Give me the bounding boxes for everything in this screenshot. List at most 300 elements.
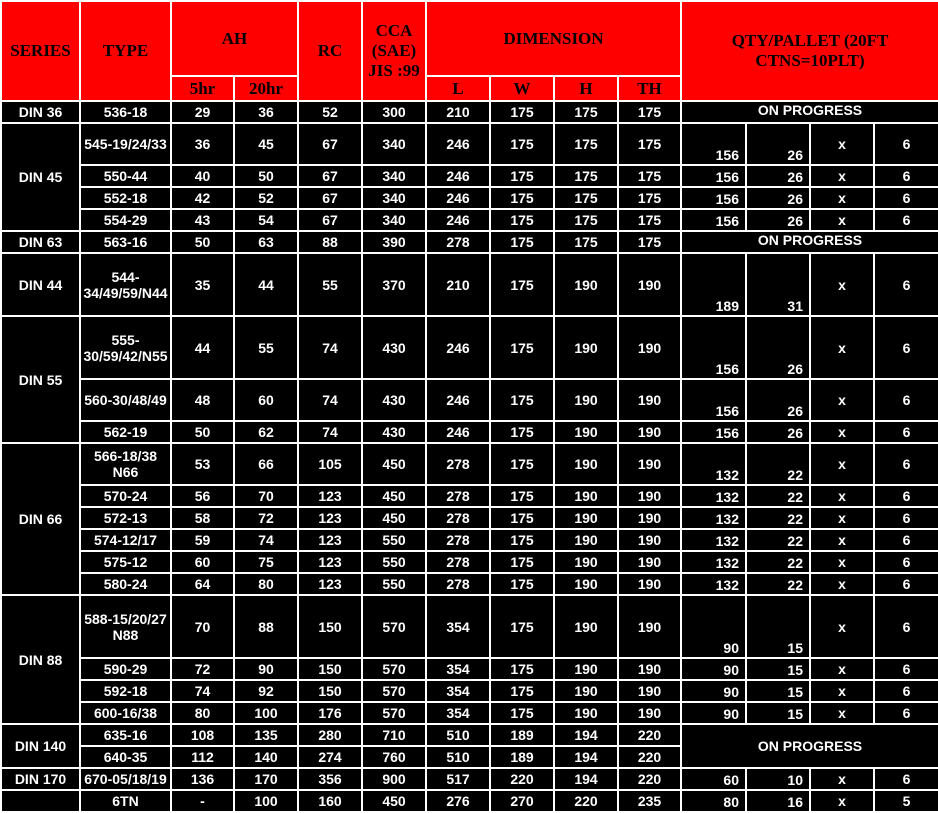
dim-l-cell: 278	[426, 443, 490, 485]
rc-cell: 67	[298, 209, 362, 231]
ah-5hr-cell: 72	[171, 658, 234, 680]
cca-cell: 570	[362, 595, 426, 658]
dim-h-cell: 175	[554, 123, 618, 165]
dim-w-cell: 175	[490, 165, 554, 187]
header-dim-h: H	[554, 76, 618, 101]
header-dim-l: L	[426, 76, 490, 101]
dim-h-cell: 190	[554, 253, 618, 316]
dim-w-cell: 175	[490, 421, 554, 443]
rc-cell: 123	[298, 529, 362, 551]
qty-plt-cell: 6	[874, 379, 938, 421]
dim-h-cell: 190	[554, 573, 618, 595]
qty-plt-cell: 6	[874, 702, 938, 724]
qty-plt-cell: 5	[874, 790, 938, 812]
dim-th-cell: 190	[618, 680, 681, 702]
ah-20hr-cell: 66	[234, 443, 298, 485]
qty-ctns-cell: 22	[746, 507, 810, 529]
dim-w-cell: 175	[490, 507, 554, 529]
header-ah-5hr: 5hr	[171, 76, 234, 101]
dim-th-cell: 220	[618, 724, 681, 746]
cca-cell: 450	[362, 485, 426, 507]
cca-cell: 550	[362, 573, 426, 595]
type-cell: 590-29	[80, 658, 171, 680]
rc-cell: 67	[298, 187, 362, 209]
dim-l-cell: 278	[426, 551, 490, 573]
dim-l-cell: 354	[426, 595, 490, 658]
ah-20hr-cell: 63	[234, 231, 298, 253]
header-ah: AH	[171, 1, 298, 76]
type-cell: 600-16/38	[80, 702, 171, 724]
qty-ctns-cell: 31	[746, 253, 810, 316]
dim-l-cell: 278	[426, 485, 490, 507]
dim-w-cell: 175	[490, 529, 554, 551]
table-row	[1, 316, 938, 379]
qty-pallet-cell: 156	[681, 379, 746, 421]
qty-x-cell: x	[810, 529, 874, 551]
qty-x-cell: x	[810, 165, 874, 187]
qty-status-cell: ON PROGRESS	[681, 101, 938, 123]
ah-5hr-cell: 42	[171, 187, 234, 209]
qty-pallet-cell: 189	[681, 253, 746, 316]
ah-5hr-cell: 136	[171, 768, 234, 790]
qty-x-cell: x	[810, 253, 874, 316]
dim-th-cell: 175	[618, 231, 681, 253]
ah-5hr-cell: 53	[171, 443, 234, 485]
ah-20hr-cell: 70	[234, 485, 298, 507]
cca-cell: 570	[362, 680, 426, 702]
table-row	[1, 209, 938, 231]
table-row	[1, 680, 938, 702]
ah-20hr-cell: 36	[234, 101, 298, 123]
rc-cell: 88	[298, 231, 362, 253]
dim-w-cell: 175	[490, 316, 554, 379]
qty-ctns-cell: 22	[746, 573, 810, 595]
rc-cell: 280	[298, 724, 362, 746]
ah-5hr-cell: 40	[171, 165, 234, 187]
dim-l-cell: 278	[426, 507, 490, 529]
qty-pallet-cell: 90	[681, 658, 746, 680]
table-row	[1, 529, 938, 551]
qty-x-cell: x	[810, 680, 874, 702]
dim-w-cell: 175	[490, 101, 554, 123]
ah-5hr-cell: 60	[171, 551, 234, 573]
ah-5hr-cell: 43	[171, 209, 234, 231]
table-row	[1, 724, 938, 746]
cca-cell: 900	[362, 768, 426, 790]
ah-20hr-cell: 135	[234, 724, 298, 746]
table-row	[1, 231, 938, 253]
dim-l-cell: 246	[426, 187, 490, 209]
qty-plt-cell: 6	[874, 507, 938, 529]
dim-th-cell: 235	[618, 790, 681, 812]
qty-pallet-cell: 60	[681, 768, 746, 790]
dim-th-cell: 190	[618, 379, 681, 421]
type-cell: 562-19	[80, 421, 171, 443]
qty-ctns-cell: 15	[746, 658, 810, 680]
table-row	[1, 658, 938, 680]
qty-x-cell: x	[810, 702, 874, 724]
type-cell: 6TN	[80, 790, 171, 812]
qty-ctns-cell: 26	[746, 209, 810, 231]
dim-l-cell: 354	[426, 702, 490, 724]
qty-plt-cell: 6	[874, 658, 938, 680]
qty-plt-cell: 6	[874, 443, 938, 485]
table-row	[1, 790, 938, 812]
table-row	[1, 379, 938, 421]
qty-pallet-cell: 90	[681, 680, 746, 702]
dim-h-cell: 190	[554, 702, 618, 724]
header-dimension: DIMENSION	[426, 1, 681, 76]
cca-cell: 300	[362, 101, 426, 123]
qty-x-cell: x	[810, 123, 874, 165]
table-row	[1, 101, 938, 123]
dim-l-cell: 517	[426, 768, 490, 790]
dim-w-cell: 189	[490, 724, 554, 746]
qty-ctns-cell: 26	[746, 123, 810, 165]
rc-cell: 74	[298, 421, 362, 443]
type-cell: 554-29	[80, 209, 171, 231]
ah-20hr-cell: 100	[234, 790, 298, 812]
qty-x-cell: x	[810, 507, 874, 529]
series-cell: DIN 44	[1, 253, 80, 316]
rc-cell: 74	[298, 379, 362, 421]
type-cell: 574-12/17	[80, 529, 171, 551]
ah-20hr-cell: 54	[234, 209, 298, 231]
ah-5hr-cell: 44	[171, 316, 234, 379]
cca-cell: 340	[362, 187, 426, 209]
ah-20hr-cell: 60	[234, 379, 298, 421]
qty-ctns-cell: 22	[746, 551, 810, 573]
ah-20hr-cell: 80	[234, 573, 298, 595]
series-cell: DIN 170	[1, 768, 80, 790]
dim-h-cell: 220	[554, 790, 618, 812]
qty-pallet-cell: 80	[681, 790, 746, 812]
qty-plt-cell: 6	[874, 421, 938, 443]
type-cell: 545-19/24/33	[80, 123, 171, 165]
dim-th-cell: 190	[618, 507, 681, 529]
dim-w-cell: 175	[490, 680, 554, 702]
type-cell: 572-13	[80, 507, 171, 529]
header-ah-20hr: 20hr	[234, 76, 298, 101]
ah-5hr-cell: -	[171, 790, 234, 812]
dim-h-cell: 175	[554, 101, 618, 123]
cca-cell: 570	[362, 658, 426, 680]
dim-l-cell: 354	[426, 658, 490, 680]
dim-l-cell: 510	[426, 724, 490, 746]
dim-w-cell: 175	[490, 595, 554, 658]
table-row	[1, 485, 938, 507]
dim-l-cell: 276	[426, 790, 490, 812]
qty-plt-cell: 6	[874, 768, 938, 790]
table-row	[1, 768, 938, 790]
qty-ctns-cell: 15	[746, 595, 810, 658]
qty-plt-cell: 6	[874, 595, 938, 658]
qty-x-cell: x	[810, 316, 874, 379]
dim-h-cell: 190	[554, 316, 618, 379]
series-cell: DIN 63	[1, 231, 80, 253]
qty-status-cell: ON PROGRESS	[681, 724, 938, 768]
dim-th-cell: 190	[618, 316, 681, 379]
dim-th-cell: 175	[618, 165, 681, 187]
series-cell	[1, 790, 80, 812]
type-cell: 588-15/20/27 N88	[80, 595, 171, 658]
dim-h-cell: 175	[554, 165, 618, 187]
rc-cell: 274	[298, 746, 362, 768]
dim-h-cell: 190	[554, 485, 618, 507]
type-cell: 592-18	[80, 680, 171, 702]
type-cell: 570-24	[80, 485, 171, 507]
dim-th-cell: 175	[618, 101, 681, 123]
ah-5hr-cell: 64	[171, 573, 234, 595]
rc-cell: 150	[298, 595, 362, 658]
header-dim-th: TH	[618, 76, 681, 101]
qty-ctns-cell: 26	[746, 165, 810, 187]
dim-l-cell: 210	[426, 253, 490, 316]
qty-pallet-cell: 132	[681, 529, 746, 551]
dim-l-cell: 246	[426, 209, 490, 231]
dim-th-cell: 190	[618, 658, 681, 680]
dim-th-cell: 220	[618, 746, 681, 768]
dim-th-cell: 190	[618, 573, 681, 595]
qty-x-cell: x	[810, 595, 874, 658]
cca-cell: 340	[362, 209, 426, 231]
dim-h-cell: 190	[554, 551, 618, 573]
dim-th-cell: 190	[618, 253, 681, 316]
rc-cell: 150	[298, 658, 362, 680]
cca-cell: 570	[362, 702, 426, 724]
cca-cell: 430	[362, 379, 426, 421]
cca-cell: 550	[362, 551, 426, 573]
header-qty-pallet: QTY/PALLET (20FT CTNS=10PLT)	[681, 1, 938, 101]
dim-h-cell: 190	[554, 443, 618, 485]
qty-plt-cell: 6	[874, 209, 938, 231]
ah-20hr-cell: 52	[234, 187, 298, 209]
cca-cell: 430	[362, 421, 426, 443]
ah-5hr-cell: 56	[171, 485, 234, 507]
cca-cell: 340	[362, 123, 426, 165]
series-cell: DIN 36	[1, 101, 80, 123]
ah-20hr-cell: 72	[234, 507, 298, 529]
ah-5hr-cell: 36	[171, 123, 234, 165]
ah-5hr-cell: 29	[171, 101, 234, 123]
series-cell: DIN 88	[1, 595, 80, 724]
dim-th-cell: 190	[618, 485, 681, 507]
qty-pallet-cell: 156	[681, 123, 746, 165]
qty-pallet-cell: 132	[681, 485, 746, 507]
qty-pallet-cell: 156	[681, 165, 746, 187]
series-cell: DIN 45	[1, 123, 80, 231]
cca-cell: 710	[362, 724, 426, 746]
qty-ctns-cell: 22	[746, 485, 810, 507]
cca-cell: 450	[362, 790, 426, 812]
dim-l-cell: 246	[426, 316, 490, 379]
table-row	[1, 702, 938, 724]
type-cell: 580-24	[80, 573, 171, 595]
qty-x-cell: x	[810, 790, 874, 812]
dim-l-cell: 246	[426, 421, 490, 443]
qty-x-cell: x	[810, 187, 874, 209]
rc-cell: 176	[298, 702, 362, 724]
dim-h-cell: 194	[554, 768, 618, 790]
dim-l-cell: 246	[426, 123, 490, 165]
table-row	[1, 443, 938, 485]
qty-x-cell: x	[810, 209, 874, 231]
dim-l-cell: 278	[426, 529, 490, 551]
type-cell: 670-05/18/19	[80, 768, 171, 790]
table-row	[1, 595, 938, 658]
dim-h-cell: 190	[554, 680, 618, 702]
ah-20hr-cell: 62	[234, 421, 298, 443]
rc-cell: 123	[298, 485, 362, 507]
table-row	[1, 551, 938, 573]
dim-h-cell: 175	[554, 209, 618, 231]
ah-20hr-cell: 170	[234, 768, 298, 790]
dim-l-cell: 246	[426, 165, 490, 187]
qty-pallet-cell: 156	[681, 209, 746, 231]
qty-plt-cell: 6	[874, 680, 938, 702]
type-cell: 550-44	[80, 165, 171, 187]
qty-pallet-cell: 90	[681, 702, 746, 724]
table-row	[1, 165, 938, 187]
dim-h-cell: 194	[554, 724, 618, 746]
ah-20hr-cell: 55	[234, 316, 298, 379]
dim-h-cell: 190	[554, 421, 618, 443]
dim-h-cell: 190	[554, 507, 618, 529]
ah-5hr-cell: 112	[171, 746, 234, 768]
ah-5hr-cell: 80	[171, 702, 234, 724]
qty-ctns-cell: 22	[746, 529, 810, 551]
dim-th-cell: 175	[618, 123, 681, 165]
dim-w-cell: 175	[490, 379, 554, 421]
type-cell: 575-12	[80, 551, 171, 573]
dim-th-cell: 220	[618, 768, 681, 790]
ah-20hr-cell: 45	[234, 123, 298, 165]
dim-h-cell: 194	[554, 746, 618, 768]
ah-20hr-cell: 74	[234, 529, 298, 551]
dim-w-cell: 220	[490, 768, 554, 790]
table-row	[1, 253, 938, 316]
dim-h-cell: 190	[554, 658, 618, 680]
type-cell: 560-30/48/49	[80, 379, 171, 421]
dim-h-cell: 175	[554, 187, 618, 209]
dim-l-cell: 278	[426, 231, 490, 253]
series-cell: DIN 55	[1, 316, 80, 443]
qty-x-cell: x	[810, 768, 874, 790]
dim-th-cell: 190	[618, 443, 681, 485]
qty-ctns-cell: 26	[746, 379, 810, 421]
qty-ctns-cell: 26	[746, 187, 810, 209]
dim-w-cell: 175	[490, 443, 554, 485]
qty-plt-cell: 6	[874, 529, 938, 551]
qty-pallet-cell: 132	[681, 573, 746, 595]
rc-cell: 123	[298, 551, 362, 573]
type-cell: 563-16	[80, 231, 171, 253]
qty-x-cell: x	[810, 551, 874, 573]
header-cca: CCA (SAE) JIS :99	[362, 1, 426, 101]
qty-ctns-cell: 22	[746, 443, 810, 485]
dim-w-cell: 175	[490, 573, 554, 595]
qty-status-cell: ON PROGRESS	[681, 231, 938, 253]
qty-pallet-cell: 132	[681, 443, 746, 485]
cca-cell: 760	[362, 746, 426, 768]
dim-h-cell: 190	[554, 595, 618, 658]
header-rc: RC	[298, 1, 362, 101]
qty-ctns-cell: 15	[746, 702, 810, 724]
dim-h-cell: 175	[554, 231, 618, 253]
series-cell: DIN 140	[1, 724, 80, 768]
ah-5hr-cell: 50	[171, 421, 234, 443]
qty-pallet-cell: 156	[681, 316, 746, 379]
header-dim-w: W	[490, 76, 554, 101]
qty-x-cell: x	[810, 443, 874, 485]
dim-w-cell: 175	[490, 123, 554, 165]
rc-cell: 67	[298, 123, 362, 165]
dim-l-cell: 278	[426, 573, 490, 595]
dim-l-cell: 354	[426, 680, 490, 702]
ah-20hr-cell: 44	[234, 253, 298, 316]
dim-th-cell: 190	[618, 702, 681, 724]
rc-cell: 52	[298, 101, 362, 123]
qty-ctns-cell: 15	[746, 680, 810, 702]
dim-h-cell: 190	[554, 529, 618, 551]
cca-cell: 450	[362, 507, 426, 529]
qty-ctns-cell: 26	[746, 421, 810, 443]
qty-x-cell: x	[810, 485, 874, 507]
qty-pallet-cell: 132	[681, 551, 746, 573]
qty-ctns-cell: 10	[746, 768, 810, 790]
qty-plt-cell: 6	[874, 551, 938, 573]
header-type: TYPE	[80, 1, 171, 101]
table-row	[1, 421, 938, 443]
dim-l-cell: 246	[426, 379, 490, 421]
ah-5hr-cell: 74	[171, 680, 234, 702]
cca-cell: 430	[362, 316, 426, 379]
rc-cell: 123	[298, 573, 362, 595]
ah-5hr-cell: 108	[171, 724, 234, 746]
qty-x-cell: x	[810, 379, 874, 421]
ah-5hr-cell: 70	[171, 595, 234, 658]
rc-cell: 105	[298, 443, 362, 485]
dim-w-cell: 175	[490, 658, 554, 680]
table-row	[1, 123, 938, 165]
dim-w-cell: 270	[490, 790, 554, 812]
dim-l-cell: 510	[426, 746, 490, 768]
dim-w-cell: 175	[490, 209, 554, 231]
dim-th-cell: 190	[618, 595, 681, 658]
qty-plt-cell: 6	[874, 316, 938, 379]
cca-cell: 370	[362, 253, 426, 316]
series-cell: DIN 66	[1, 443, 80, 595]
ah-5hr-cell: 35	[171, 253, 234, 316]
rc-cell: 123	[298, 507, 362, 529]
dim-l-cell: 210	[426, 101, 490, 123]
dim-w-cell: 189	[490, 746, 554, 768]
cca-cell: 340	[362, 165, 426, 187]
qty-pallet-cell: 132	[681, 507, 746, 529]
rc-cell: 160	[298, 790, 362, 812]
qty-plt-cell: 6	[874, 187, 938, 209]
qty-x-cell: x	[810, 658, 874, 680]
dim-th-cell: 190	[618, 421, 681, 443]
dim-w-cell: 175	[490, 187, 554, 209]
dim-w-cell: 175	[490, 231, 554, 253]
rc-cell: 55	[298, 253, 362, 316]
type-cell: 552-18	[80, 187, 171, 209]
type-cell: 544-34/49/59/N44	[80, 253, 171, 316]
qty-plt-cell: 6	[874, 165, 938, 187]
qty-plt-cell: 6	[874, 573, 938, 595]
qty-plt-cell: 6	[874, 253, 938, 316]
